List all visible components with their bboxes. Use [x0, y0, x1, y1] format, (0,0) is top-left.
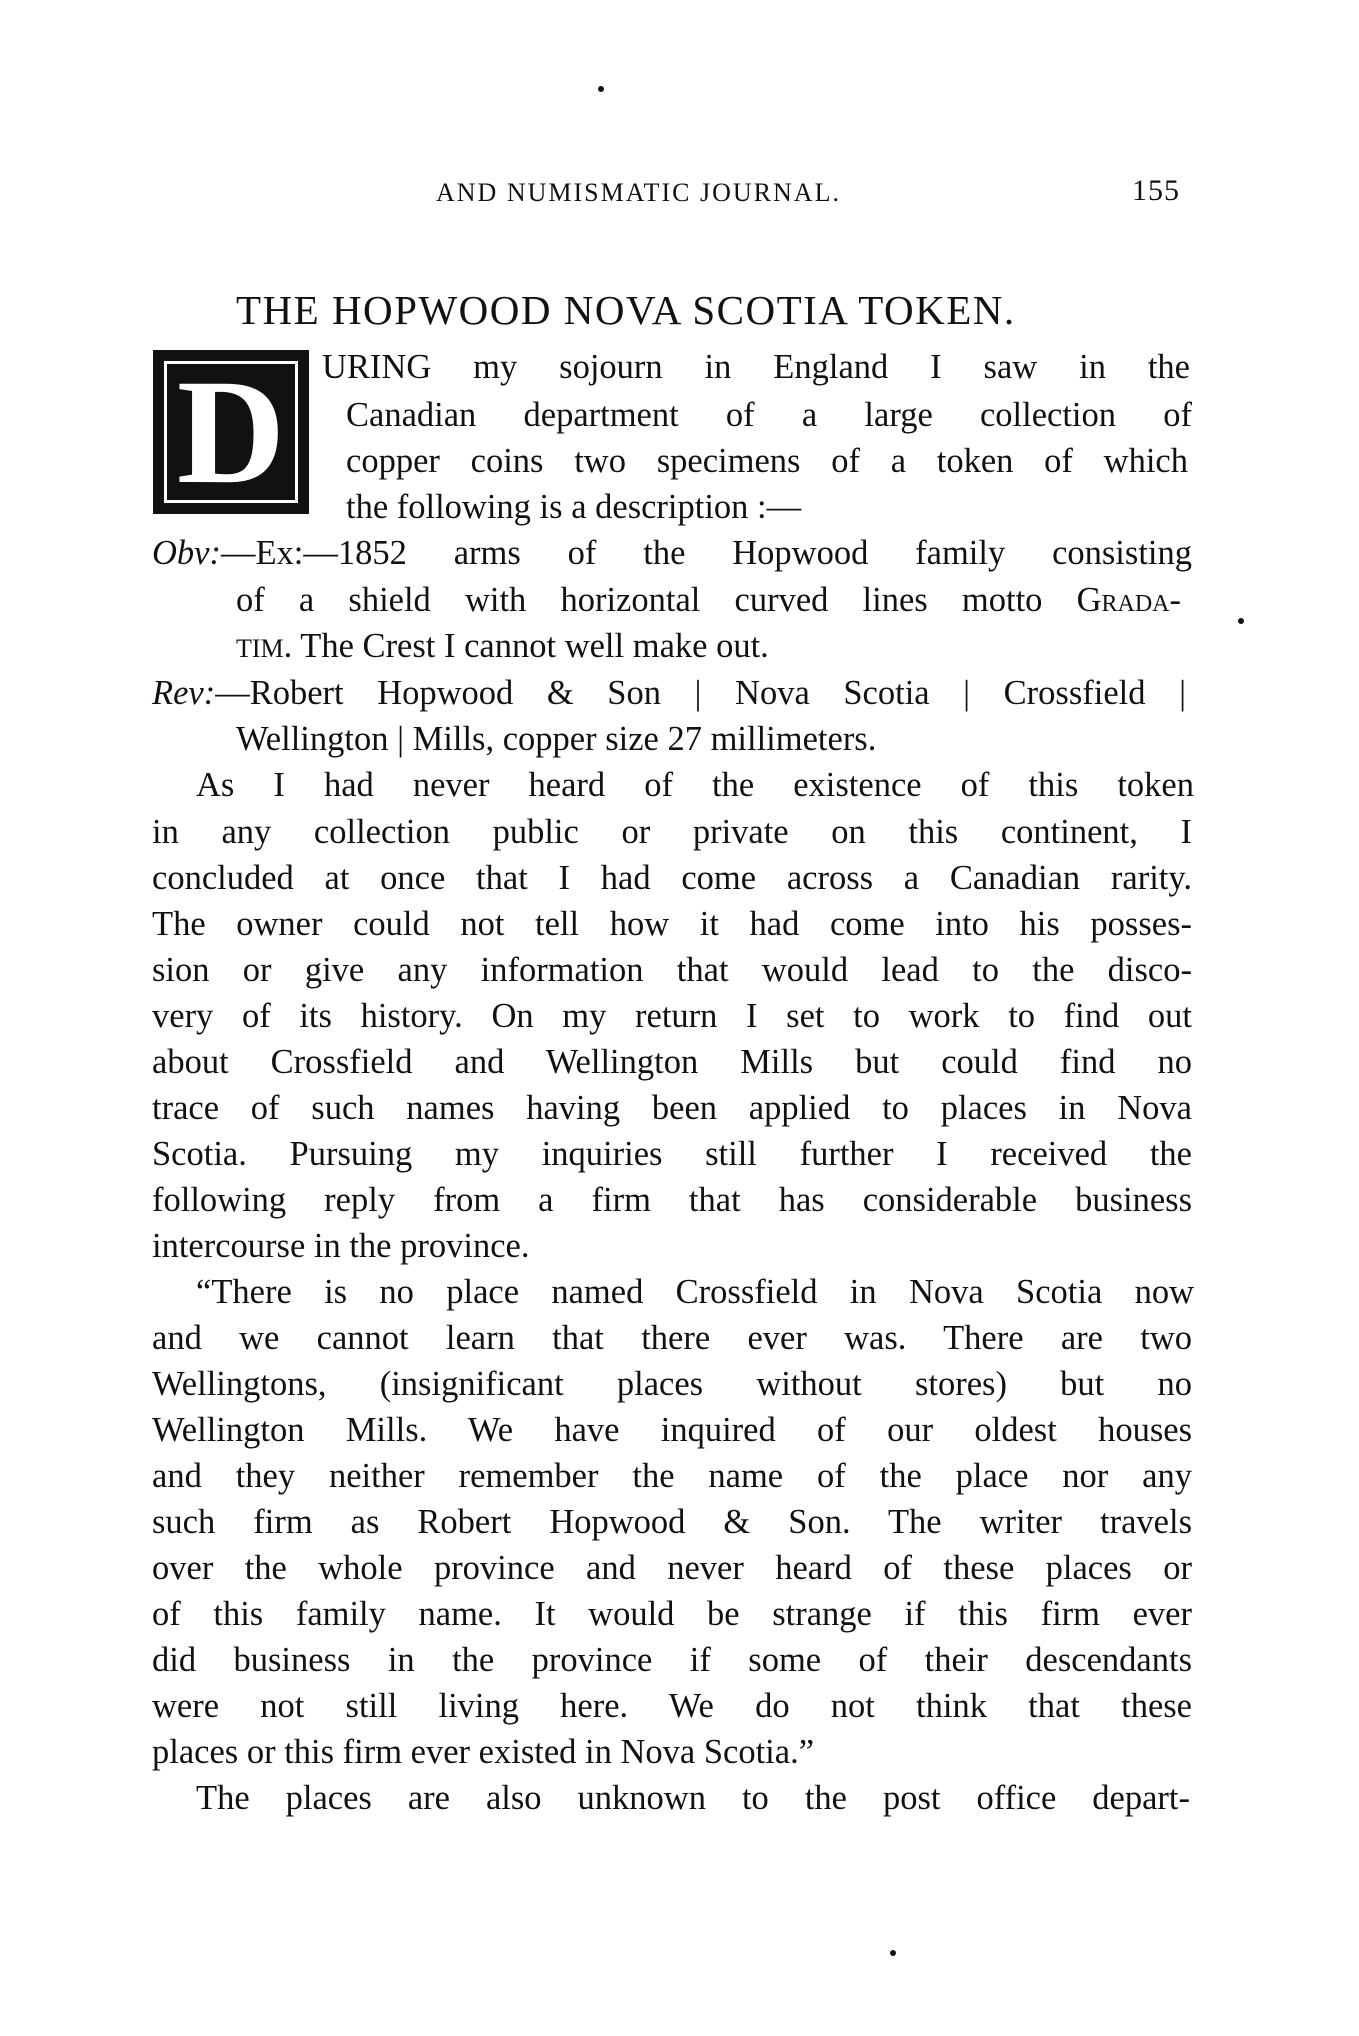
intro-line: URING my sojourn in England I saw in the — [322, 348, 1190, 386]
obverse-line — [236, 624, 769, 671]
paragraph-line: The owner could not tell how it had come into his posses- — [152, 905, 1192, 943]
reverse-line: Wellington | Mills, copper size 27 millimeters. — [236, 720, 877, 758]
paragraph-line: in any collection public or private on this continent, I — [152, 813, 1192, 851]
paragraph-line: about Crossfield and Wellington Mills but could find no — [152, 1043, 1192, 1081]
drop-cap-letter: D — [164, 361, 298, 503]
page-number: 155 — [1132, 174, 1180, 207]
paragraph-line: of this family name. It would be strange if this firm ever — [152, 1595, 1192, 1633]
bottom-speck — [890, 1950, 896, 1956]
obverse-line — [236, 578, 1181, 622]
paragraph-line: and we cannot learn that there ever was. There are two — [152, 1319, 1192, 1357]
top-speck — [598, 86, 604, 92]
intro-line: the following is a description :— — [346, 488, 802, 526]
paragraph-line: such firm as Robert Hopwood & Son. The writer travels — [152, 1503, 1192, 1541]
paragraph-line: intercourse in the province. — [152, 1227, 530, 1265]
paragraph-line: very of its history. On my return I set to work to find out — [152, 997, 1192, 1035]
paragraph-line: following reply from a firm that has considerable business — [152, 1181, 1192, 1219]
paragraph-line: did business in the province if some of their descendants — [152, 1641, 1192, 1679]
obverse-line — [152, 531, 1192, 575]
article-title: THE HOPWOOD NOVA SCOTIA TOKEN. — [236, 287, 1016, 333]
intro-line: copper coins two specimens of a token of which — [346, 442, 1188, 480]
paragraph-line: Scotia. Pursuing my inquiries still further I received the — [152, 1135, 1192, 1173]
paragraph-line: concluded at once that I had come across a Canadian rarity. — [152, 859, 1192, 897]
paragraph-line: trace of such names having been applied to places in Nova — [152, 1089, 1192, 1127]
reverse-text: —Robert Hopwood & Son | Nova Scotia | Crossfield | — [215, 674, 1186, 712]
paragraph-line: were not still living here. We do not think that these — [152, 1687, 1192, 1725]
motto-text: Grada- — [1076, 581, 1181, 619]
reverse-label: Rev: — [152, 674, 216, 712]
obverse-text: . The Crest I cannot well make out. — [283, 627, 769, 665]
obverse-label: Obv: — [152, 534, 221, 572]
paragraph-line: “There is no place named Crossfield in Nova Scotia now — [196, 1273, 1194, 1311]
paragraph-line: As I had never heard of the existence of this token — [196, 766, 1194, 804]
intro-line: Canadian department of a large collection of — [346, 396, 1192, 434]
paragraph-line: over the whole province and never heard of these places or — [152, 1549, 1192, 1587]
paragraph-line: The places are also unknown to the post office depart- — [196, 1779, 1190, 1817]
ornamental-drop-cap — [156, 349, 306, 515]
motto-text: TIM — [236, 634, 284, 663]
running-head: AND NUMISMATIC JOURNAL. — [436, 178, 841, 207]
obverse-text: of a shield with horizontal curved lines motto — [236, 581, 1077, 619]
paragraph-line: Wellingtons, (insignificant places without stores) but no — [152, 1365, 1192, 1403]
paragraph-line: places or this firm ever existed in Nova Scotia.” — [152, 1733, 815, 1771]
paragraph-line: Wellington Mills. We have inquired of our oldest houses — [152, 1411, 1192, 1449]
margin-speck — [1238, 618, 1244, 624]
reverse-line — [152, 671, 1186, 715]
paragraph-line: sion or give any information that would lead to the disco- — [152, 951, 1192, 989]
paragraph-line: and they neither remember the name of the place nor any — [152, 1457, 1192, 1495]
obverse-text: —Ex:—1852 arms of the Hopwood family consisting — [220, 534, 1192, 572]
